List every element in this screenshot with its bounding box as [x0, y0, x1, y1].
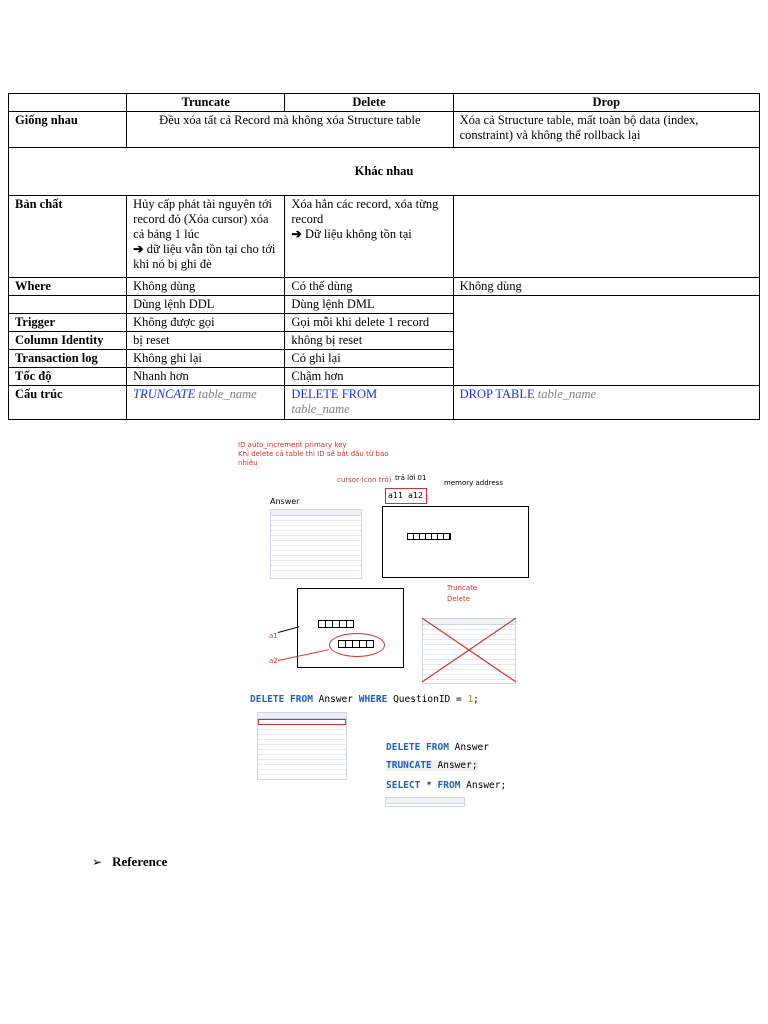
a12-label: a12 — [408, 491, 424, 500]
truncate-label: Truncate — [447, 584, 478, 592]
result-table-thumbnail — [257, 712, 347, 780]
row-label: Giống nhau — [9, 112, 127, 148]
row-khac-nhau — [9, 148, 760, 196]
cell-text: Xóa hẳn các record, xóa từng record — [291, 197, 439, 226]
note-line: ID auto_increment primary key — [238, 441, 347, 449]
reference-label: Reference — [112, 854, 168, 869]
header-drop: Drop — [453, 94, 759, 112]
cell-delete-lenh: Dùng lệnh DML — [285, 296, 453, 314]
argument: table_name — [291, 402, 350, 416]
cell-delete-identity: không bị reset — [285, 332, 453, 350]
memory-cells-a1 — [318, 620, 354, 628]
sql-keyword: DELETE FROM — [386, 742, 449, 753]
cell-drop-common: Xóa cả Structure table, mất toàn bộ data (index, constraint) và không thể rollback lại — [453, 112, 759, 148]
sql-keyword: SELECT — [386, 780, 421, 791]
a2-pointer-label: a2 — [269, 657, 278, 665]
keyword: TRUNCATE — [133, 387, 196, 401]
row-label-empty — [9, 296, 127, 314]
row-label: Column Identity — [9, 332, 127, 350]
cursor-label: cursor (con trỏ) — [337, 476, 392, 484]
row-label: Where — [9, 278, 127, 296]
cell-delete-trigger: Gọi mỗi khi delete 1 record — [285, 314, 453, 332]
note-text: Dữ liệu không tồn tại — [304, 227, 412, 241]
cell-truncate-trigger: Không được gọi — [127, 314, 285, 332]
sql-table: Answer; — [437, 760, 478, 771]
row-lenh — [9, 296, 760, 314]
tra-loi-label: trả lời 01 — [395, 474, 427, 482]
header-truncate: Truncate — [127, 94, 285, 112]
section-heading-khac-nhau: Khác nhau — [9, 148, 760, 196]
argument: table_name — [537, 387, 597, 401]
cell-drop-ban-chat — [453, 196, 759, 278]
sql-table: Answer; — [466, 780, 507, 791]
red-cross-mark — [418, 614, 520, 686]
answer-table-thumbnail — [270, 509, 362, 579]
row-ban-chat — [9, 196, 760, 278]
keyword: DROP TABLE — [459, 387, 535, 401]
sql-keyword: WHERE — [358, 694, 388, 705]
right-arrow-icon: ➔ — [291, 227, 302, 241]
right-arrow-icon: ➔ — [133, 242, 144, 256]
sql-keyword: DELETE FROM — [250, 694, 313, 705]
sql-star: * — [426, 780, 432, 791]
sql-keyword: TRUNCATE — [386, 760, 432, 771]
row-where — [9, 278, 760, 296]
a1-pointer-label: a1 — [269, 632, 278, 640]
cell-truncate-lenh: Dùng lệnh DDL — [127, 296, 285, 314]
row-label: Bản chất — [9, 196, 127, 278]
table-header-row — [9, 94, 760, 112]
cell-truncate-tlog: Không ghi lại — [127, 350, 285, 368]
a11-label: a11 — [388, 491, 404, 500]
cell-delete-tlog: Có ghi lại — [285, 350, 453, 368]
row-giong-nhau — [9, 112, 760, 148]
memory-box — [382, 506, 529, 578]
cell-truncate-where: Không dùng — [127, 278, 285, 296]
delete-label: Delete — [447, 595, 470, 603]
sql-delete-where: DELETE FROM Answer WHERE QuestionID = 1; — [250, 694, 479, 705]
row-structure — [9, 386, 760, 420]
memory-address-label: memory address — [444, 479, 503, 487]
sql-select — [386, 780, 506, 791]
cell-truncate-speed: Nhanh hơn — [127, 368, 285, 386]
row-label: Trigger — [9, 314, 127, 332]
memory-cells — [407, 533, 451, 540]
cell-delete-structure — [285, 386, 453, 420]
cell-drop-structure — [453, 386, 759, 420]
row-label: Transaction log — [9, 350, 127, 368]
row-label: Cấu trúc — [9, 386, 127, 420]
cell-note — [133, 242, 278, 272]
sql-table: Answer — [454, 742, 489, 753]
argument: table_name — [198, 387, 257, 401]
reference-heading — [92, 854, 167, 870]
bullet-arrow-icon: ➢ — [92, 855, 103, 869]
cell-truncate-identity: bị reset — [127, 332, 285, 350]
cell-delete-where: Có thể dùng — [285, 278, 453, 296]
cell-drop-where: Không dùng — [453, 278, 759, 296]
cell-delete-speed: Chậm hơn — [285, 368, 453, 386]
note-text: dữ liệu vẫn tồn tại cho tới khi nó bị ghi đè — [133, 242, 276, 271]
cell-delete-ban-chat — [285, 196, 453, 278]
memory-cells-a2 — [338, 640, 374, 648]
sql-value: 1 — [467, 694, 474, 705]
cell-common: Đều xóa tất cả Record mà không xóa Structure table — [127, 112, 453, 148]
cell-truncate-ban-chat — [127, 196, 285, 278]
answer-table-label: Answer — [270, 497, 300, 506]
empty-result-thumbnail — [385, 797, 465, 807]
comparison-table — [8, 93, 760, 420]
cell-note — [291, 227, 446, 242]
operation-labels — [447, 583, 477, 605]
illustration-figure — [232, 436, 532, 810]
sql-column: QuestionID = — [393, 694, 462, 705]
note-line: Khi delete cả table thì ID sẽ bắt đầu từ bao nhiêu — [238, 450, 389, 467]
sql-table: Answer — [318, 694, 353, 705]
sql-delete-all — [386, 742, 489, 753]
figure-note — [238, 441, 398, 468]
keyword: DELETE FROM — [291, 387, 378, 401]
cell-drop-empty — [453, 296, 759, 386]
row-label: Tốc độ — [9, 368, 127, 386]
sql-truncate — [386, 760, 478, 771]
sql-keyword: FROM — [437, 780, 461, 791]
cell-text: Hủy cấp phát tài nguyên tới record đó (Xóa cursor) xóa cả bảng 1 lúc — [133, 197, 273, 241]
header-cell-empty — [9, 94, 127, 112]
cell-truncate-structure — [127, 386, 285, 420]
header-delete: Delete — [285, 94, 453, 112]
